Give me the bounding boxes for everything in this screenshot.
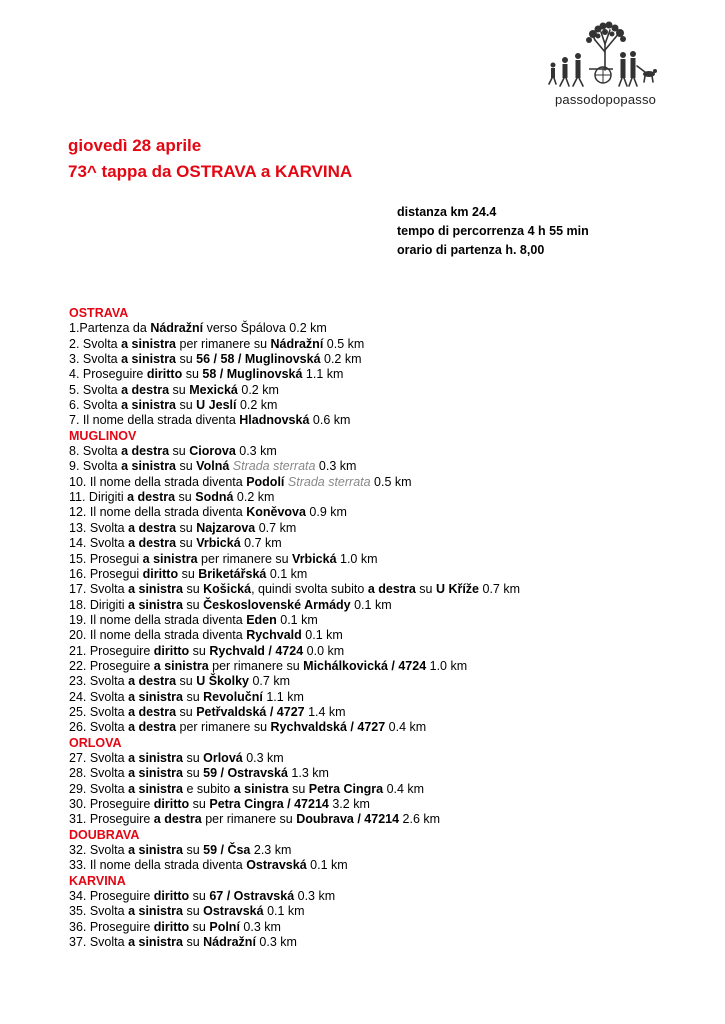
route-step: 37. Svolta a sinistra su Nádražní 0.3 km [69,935,297,950]
route-step: 7. Il nome della strada diventa Hladnovská 0.6 km [69,413,351,428]
section-heading: KARVINA [69,873,126,888]
route-step: 8. Svolta a destra su Ciorova 0.3 km [69,444,277,459]
stage-title: 73^ tappa da OSTRAVA a KARVINA [68,162,353,181]
route-step: 29. Svolta a sinistra e subito a sinistra su Petra Cingra 0.4 km [69,781,425,796]
stage-stats [397,203,589,260]
route-step: 23. Svolta a destra su U Školky 0.7 km [69,674,290,689]
route-steps [69,306,520,950]
logo-text: passodopopasso [555,92,657,107]
route-step: 27. Svolta a sinistra su Orlová 0.3 km [69,750,284,765]
route-step: 10. Il nome della strada diventa Podolí Strada sterrata 0.5 km [69,474,412,489]
walkers-tree-icon [545,20,665,92]
route-step: 28. Svolta a sinistra su 59 / Ostravská 1.3 km [69,766,329,781]
route-step: 21. Proseguire diritto su Rychvald / 4724 0.0 km [69,643,345,658]
route-step: 36. Proseguire diritto su Polní 0.3 km [69,919,281,934]
route-step: 6. Svolta a sinistra su U Jeslí 0.2 km [69,398,278,413]
departure-stat: orario di partenza h. 8,00 [397,243,545,257]
section-heading: OSTRAVA [69,306,129,320]
route-step: 33. Il nome della strada diventa Ostravská 0.1 km [69,858,348,873]
route-step: 16. Prosegui diritto su Briketářská 0.1 km [69,566,308,581]
section-heading: MUGLINOV [69,428,137,443]
route-step: 30. Proseguire diritto su Petra Cingra / 47214 3.2 km [69,797,370,811]
route-step: 9. Svolta a sinistra su Volná Strada sterrata 0.3 km [69,459,357,474]
route-step: 34. Proseguire diritto su 67 / Ostravská 0.3 km [69,889,336,904]
section-heading: DOUBRAVA [69,827,140,842]
route-step: 22. Proseguire a sinistra per rimanere su Michálkovická / 4724 1.0 km [69,658,468,673]
route-step: 25. Svolta a destra su Petřvaldská / 4727 1.4 km [69,704,346,719]
route-step: 17. Svolta a sinistra su Košická, quindi svolta subito a destra su U Kříže 0.7 km [69,582,521,597]
route-step: 1.Partenza da Nádražní verso Špálova 0.2 km [69,321,327,336]
duration-stat: tempo di percorrenza 4 h 55 min [397,224,589,238]
route-step: 31. Proseguire a destra per rimanere su Doubrava / 47214 2.6 km [69,812,441,827]
route-step: 5. Svolta a destra su Mexická 0.2 km [69,382,279,397]
route-step: 20. Il nome della strada diventa Rychvald 0.1 km [69,628,343,643]
route-step: 2. Svolta a sinistra per rimanere su Nádražní 0.5 km [69,336,365,351]
route-step: 19. Il nome della strada diventa Eden 0.1 km [69,612,318,627]
route-step: 3. Svolta a sinistra su 56 / 58 / Muglinovská 0.2 km [69,352,362,367]
route-step: 11. Dirigiti a destra su Sodná 0.2 km [69,490,275,505]
route-step: 15. Prosegui a sinistra per rimanere su Vrbická 1.0 km [69,551,378,566]
route-step: 24. Svolta a sinistra su Revoluční 1.1 km [69,689,304,704]
route-step: 12. Il nome della strada diventa Koněvova 0.9 km [69,505,347,520]
route-step: 26. Svolta a destra per rimanere su Rychvaldská / 4727 0.4 km [69,720,427,735]
route-step: 13. Svolta a destra su Najzarova 0.7 km [69,520,297,535]
section-heading: ORLOVA [69,735,122,750]
date-title: giovedì 28 aprile [68,136,202,155]
logo [545,20,665,110]
route-step: 14. Svolta a destra su Vrbická 0.7 km [69,536,282,551]
route-step: 4. Proseguire diritto su 58 / Muglinovská 1.1 km [69,367,344,382]
route-step: 18. Dirigiti a sinistra su Československé Armády 0.1 km [69,597,392,612]
route-step: 35. Svolta a sinistra su Ostravská 0.1 km [69,904,305,919]
distance-stat: distanza km 24.4 [397,205,497,219]
route-step: 32. Svolta a sinistra su 59 / Čsa 2.3 km [69,843,292,858]
